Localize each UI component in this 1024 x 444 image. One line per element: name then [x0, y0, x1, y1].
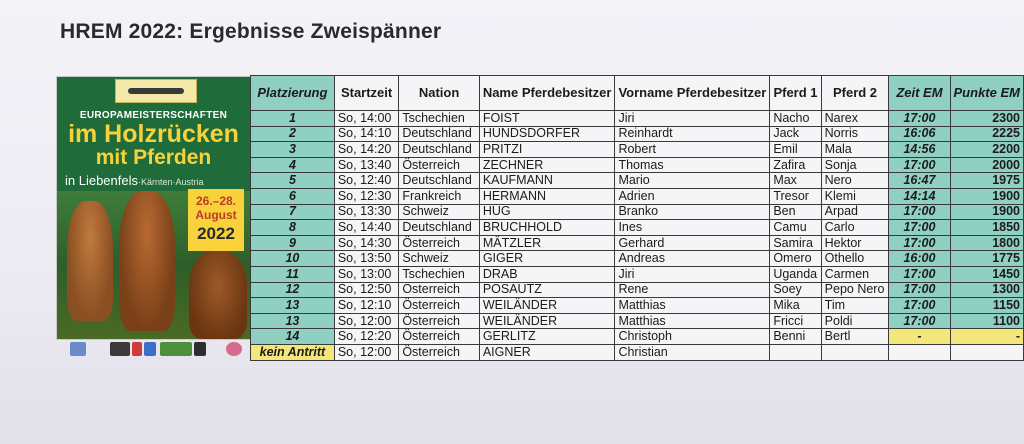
cell-nation: Frankreich: [399, 188, 479, 204]
cell-platzierung: 13: [251, 313, 335, 329]
cell-nation: Österreich: [399, 344, 479, 360]
cell-startzeit: So, 12:00: [334, 344, 398, 360]
cell-punkte-em: 2000: [950, 157, 1024, 173]
cell-platzierung: 12: [251, 282, 335, 298]
cell-name: DRAB: [479, 266, 615, 282]
cell-startzeit: So, 12:10: [334, 298, 398, 314]
header-vorname: Vorname Pferdebesitzer: [615, 76, 770, 111]
cell-vorname: Jiri: [615, 111, 770, 127]
cell-zeit-em: 17:00: [889, 157, 950, 173]
cell-vorname: Andreas: [615, 251, 770, 267]
cell-punkte-em: 2225: [950, 126, 1024, 142]
cell-platzierung: 11: [251, 266, 335, 282]
cell-vorname: Rene: [615, 282, 770, 298]
horse-image: [119, 191, 175, 331]
cell-zeit-em: 16:47: [889, 173, 950, 189]
cell-pferd2: Nero: [821, 173, 889, 189]
cell-punkte-em: -: [950, 329, 1024, 345]
poster-date-month: August: [195, 208, 237, 222]
cell-punkte-em: 1975: [950, 173, 1024, 189]
sponsor-logo: [110, 342, 130, 356]
header-pferd1: Pferd 1: [770, 76, 821, 111]
sponsor-logo: [132, 342, 142, 356]
table-header-row: [251, 76, 1024, 111]
cell-name: HUNDSDORFER: [479, 126, 615, 142]
cell-punkte-em: 1775: [950, 251, 1024, 267]
header-startzeit: Startzeit: [334, 76, 398, 111]
cell-startzeit: So, 12:20: [334, 329, 398, 345]
cell-pferd1: Benni: [770, 329, 821, 345]
cell-punkte-em: 2200: [950, 142, 1024, 158]
horse-image: [189, 251, 247, 339]
cell-pferd2: Bertl: [821, 329, 889, 345]
cell-startzeit: So, 13:00: [334, 266, 398, 282]
table-row: [251, 173, 1024, 189]
cell-platzierung: 3: [251, 142, 335, 158]
cell-punkte-em: 1150: [950, 298, 1024, 314]
cell-vorname: Ines: [615, 220, 770, 236]
cell-name: POSAUTZ: [479, 282, 615, 298]
cell-platzierung: 6: [251, 188, 335, 204]
cell-zeit-em: 17:00: [889, 266, 950, 282]
cell-pferd1: Soey: [770, 282, 821, 298]
cell-zeit-em: 17:00: [889, 235, 950, 251]
cell-punkte-em: 1900: [950, 204, 1024, 220]
sponsor-logos: [66, 340, 256, 360]
cell-vorname: Thomas: [615, 157, 770, 173]
table-row: [251, 111, 1024, 127]
results-table: [250, 75, 1024, 361]
header-platzierung: Platzierung: [251, 76, 335, 111]
cell-pferd1: Tresor: [770, 188, 821, 204]
poster-place-main: in Liebenfels: [65, 173, 138, 188]
cell-pferd1: Camu: [770, 220, 821, 236]
poster-line1: im Holzrücken: [68, 120, 239, 148]
cell-startzeit: So, 12:00: [334, 313, 398, 329]
cell-zeit-em: 17:00: [889, 111, 950, 127]
cell-vorname: Christoph: [615, 329, 770, 345]
cell-nation: Österreich: [399, 235, 479, 251]
cell-pferd1: Uganda: [770, 266, 821, 282]
cell-vorname: Reinhardt: [615, 126, 770, 142]
cell-vorname: Gerhard: [615, 235, 770, 251]
table-row: [251, 298, 1024, 314]
cell-name: HUG: [479, 204, 615, 220]
cell-nation: Deutschland: [399, 142, 479, 158]
cell-pferd2: Norris: [821, 126, 889, 142]
cell-name: HERMANN: [479, 188, 615, 204]
header-nation: Nation: [399, 76, 479, 111]
cell-vorname: Jiri: [615, 266, 770, 282]
cell-punkte-em: 1450: [950, 266, 1024, 282]
poster-date-year: 2022: [197, 224, 235, 243]
cell-pferd1: Samira: [770, 235, 821, 251]
horse-image: [67, 201, 113, 321]
cell-name: FOIST: [479, 111, 615, 127]
cell-name: GIGER: [479, 251, 615, 267]
cell-name: PRITZI: [479, 142, 615, 158]
table-row: [251, 157, 1024, 173]
cell-platzierung: 9: [251, 235, 335, 251]
cell-pferd2: Sonja: [821, 157, 889, 173]
cell-name: AIGNER: [479, 344, 615, 360]
cell-pferd2: [821, 344, 889, 360]
event-poster: [57, 77, 250, 339]
cell-pferd1: Max: [770, 173, 821, 189]
cell-pferd2: Othello: [821, 251, 889, 267]
table-row: [251, 235, 1024, 251]
cell-pferd2: Mala: [821, 142, 889, 158]
cell-pferd1: [770, 344, 821, 360]
cell-zeit-em: 16:06: [889, 126, 950, 142]
poster-line2: mit Pferden: [95, 146, 212, 169]
cell-punkte-em: 1850: [950, 220, 1024, 236]
cell-platzierung: 1: [251, 111, 335, 127]
cell-name: KAUFMANN: [479, 173, 615, 189]
poster-date-days: 26.–28.: [195, 194, 237, 208]
header-name: Name Pferdebesitzer: [479, 76, 615, 111]
cell-punkte-em: 2300: [950, 111, 1024, 127]
cell-nation: Österreich: [399, 313, 479, 329]
cell-punkte-em: 1300: [950, 282, 1024, 298]
cell-platzierung: 8: [251, 220, 335, 236]
cell-nation: Tschechien: [399, 111, 479, 127]
table-row: [251, 204, 1024, 220]
cell-zeit-em: 14:14: [889, 188, 950, 204]
sponsor-logo: [226, 342, 242, 356]
cell-punkte-em: 1800: [950, 235, 1024, 251]
cell-zeit-em: 17:00: [889, 298, 950, 314]
cell-platzierung: 5: [251, 173, 335, 189]
cell-pferd1: Mika: [770, 298, 821, 314]
cell-pferd1: Fricci: [770, 313, 821, 329]
cell-vorname: Mario: [615, 173, 770, 189]
cell-vorname: Branko: [615, 204, 770, 220]
cell-vorname: Robert: [615, 142, 770, 158]
cell-vorname: Christian: [615, 344, 770, 360]
cell-nation: Deutschland: [399, 173, 479, 189]
sponsor-logo: [70, 342, 86, 356]
cell-pferd2: Klemi: [821, 188, 889, 204]
cell-vorname: Matthias: [615, 298, 770, 314]
cell-name: ZECHNER: [479, 157, 615, 173]
cell-platzierung: 10: [251, 251, 335, 267]
cell-nation: Tschechien: [399, 266, 479, 282]
table-row: [251, 251, 1024, 267]
cell-punkte-em: [950, 344, 1024, 360]
cell-platzierung: 7: [251, 204, 335, 220]
header-pferd2: Pferd 2: [821, 76, 889, 111]
cell-zeit-em: 17:00: [889, 220, 950, 236]
cell-nation: Deutschland: [399, 220, 479, 236]
cell-pferd1: Jack: [770, 126, 821, 142]
cell-name: MÄTZLER: [479, 235, 615, 251]
cell-pferd2: Hektor: [821, 235, 889, 251]
cell-name: BRUCHHOLD: [479, 220, 615, 236]
cell-nation: Deutschland: [399, 126, 479, 142]
cell-platzierung: 2: [251, 126, 335, 142]
cell-nation: Österreich: [399, 329, 479, 345]
cell-nation: Schweiz: [399, 251, 479, 267]
cell-zeit-em: 14:56: [889, 142, 950, 158]
cell-name: GERLITZ: [479, 329, 615, 345]
cell-punkte-em: 1100: [950, 313, 1024, 329]
cell-zeit-em: 16:00: [889, 251, 950, 267]
poster-logo: [115, 79, 197, 103]
table-row: [251, 188, 1024, 204]
cell-pferd1: Nacho: [770, 111, 821, 127]
poster-championship: EUROPAMEISTERSCHAFTEN: [79, 110, 228, 121]
cell-vorname: Adrien: [615, 188, 770, 204]
table-row: [251, 282, 1024, 298]
cell-pferd1: Omero: [770, 251, 821, 267]
sponsor-logo: [160, 342, 192, 356]
table-row: [251, 220, 1024, 236]
cell-startzeit: So, 14:10: [334, 126, 398, 142]
cell-zeit-em: 17:00: [889, 204, 950, 220]
cell-punkte-em: 1900: [950, 188, 1024, 204]
cell-startzeit: So, 12:30: [334, 188, 398, 204]
table-row: [251, 329, 1024, 345]
cell-startzeit: So, 14:30: [334, 235, 398, 251]
table-row: [251, 266, 1024, 282]
cell-startzeit: So, 12:50: [334, 282, 398, 298]
table-row: [251, 344, 1024, 360]
cell-nation: Österreich: [399, 282, 479, 298]
table-row: [251, 126, 1024, 142]
cell-zeit-em: 17:00: [889, 313, 950, 329]
cell-pferd2: Tim: [821, 298, 889, 314]
cell-pferd2: Poldi: [821, 313, 889, 329]
poster-place: [65, 173, 250, 188]
poster-date: [188, 189, 244, 251]
cell-pferd2: Arpad: [821, 204, 889, 220]
poster-place-sub: ·Kärnten·Austria: [138, 177, 204, 187]
header-zeit-em: Zeit EM: [889, 76, 950, 111]
cell-nation: Schweiz: [399, 204, 479, 220]
cell-startzeit: So, 13:50: [334, 251, 398, 267]
cell-startzeit: So, 13:30: [334, 204, 398, 220]
cell-pferd1: Zafira: [770, 157, 821, 173]
cell-name: WEILÄNDER: [479, 313, 615, 329]
table-row: [251, 313, 1024, 329]
cell-zeit-em: 17:00: [889, 282, 950, 298]
cell-name: WEILÄNDER: [479, 298, 615, 314]
cell-zeit-em: -: [889, 329, 950, 345]
cell-startzeit: So, 14:00: [334, 111, 398, 127]
cell-pferd1: Emil: [770, 142, 821, 158]
sponsor-logo: [194, 342, 206, 356]
cell-startzeit: So, 14:40: [334, 220, 398, 236]
cell-startzeit: So, 13:40: [334, 157, 398, 173]
cell-nation: Österreich: [399, 157, 479, 173]
page-title: HREM 2022: Ergebnisse Zweispänner: [60, 20, 442, 43]
cell-startzeit: So, 12:40: [334, 173, 398, 189]
sponsor-logo: [144, 342, 156, 356]
cell-pferd2: Carlo: [821, 220, 889, 236]
cell-platzierung: 14: [251, 329, 335, 345]
cell-platzierung: 4: [251, 157, 335, 173]
cell-pferd2: Pepo Nero: [821, 282, 889, 298]
cell-startzeit: So, 14:20: [334, 142, 398, 158]
cell-platzierung: kein Antritt: [251, 344, 335, 360]
cell-vorname: Matthias: [615, 313, 770, 329]
cell-nation: Österreich: [399, 298, 479, 314]
cell-platzierung: 13: [251, 298, 335, 314]
cell-pferd2: Carmen: [821, 266, 889, 282]
cell-pferd2: Narex: [821, 111, 889, 127]
cell-pferd1: Ben: [770, 204, 821, 220]
header-punkte-em: Punkte EM: [950, 76, 1024, 111]
table-row: [251, 142, 1024, 158]
cell-zeit-em: [889, 344, 950, 360]
